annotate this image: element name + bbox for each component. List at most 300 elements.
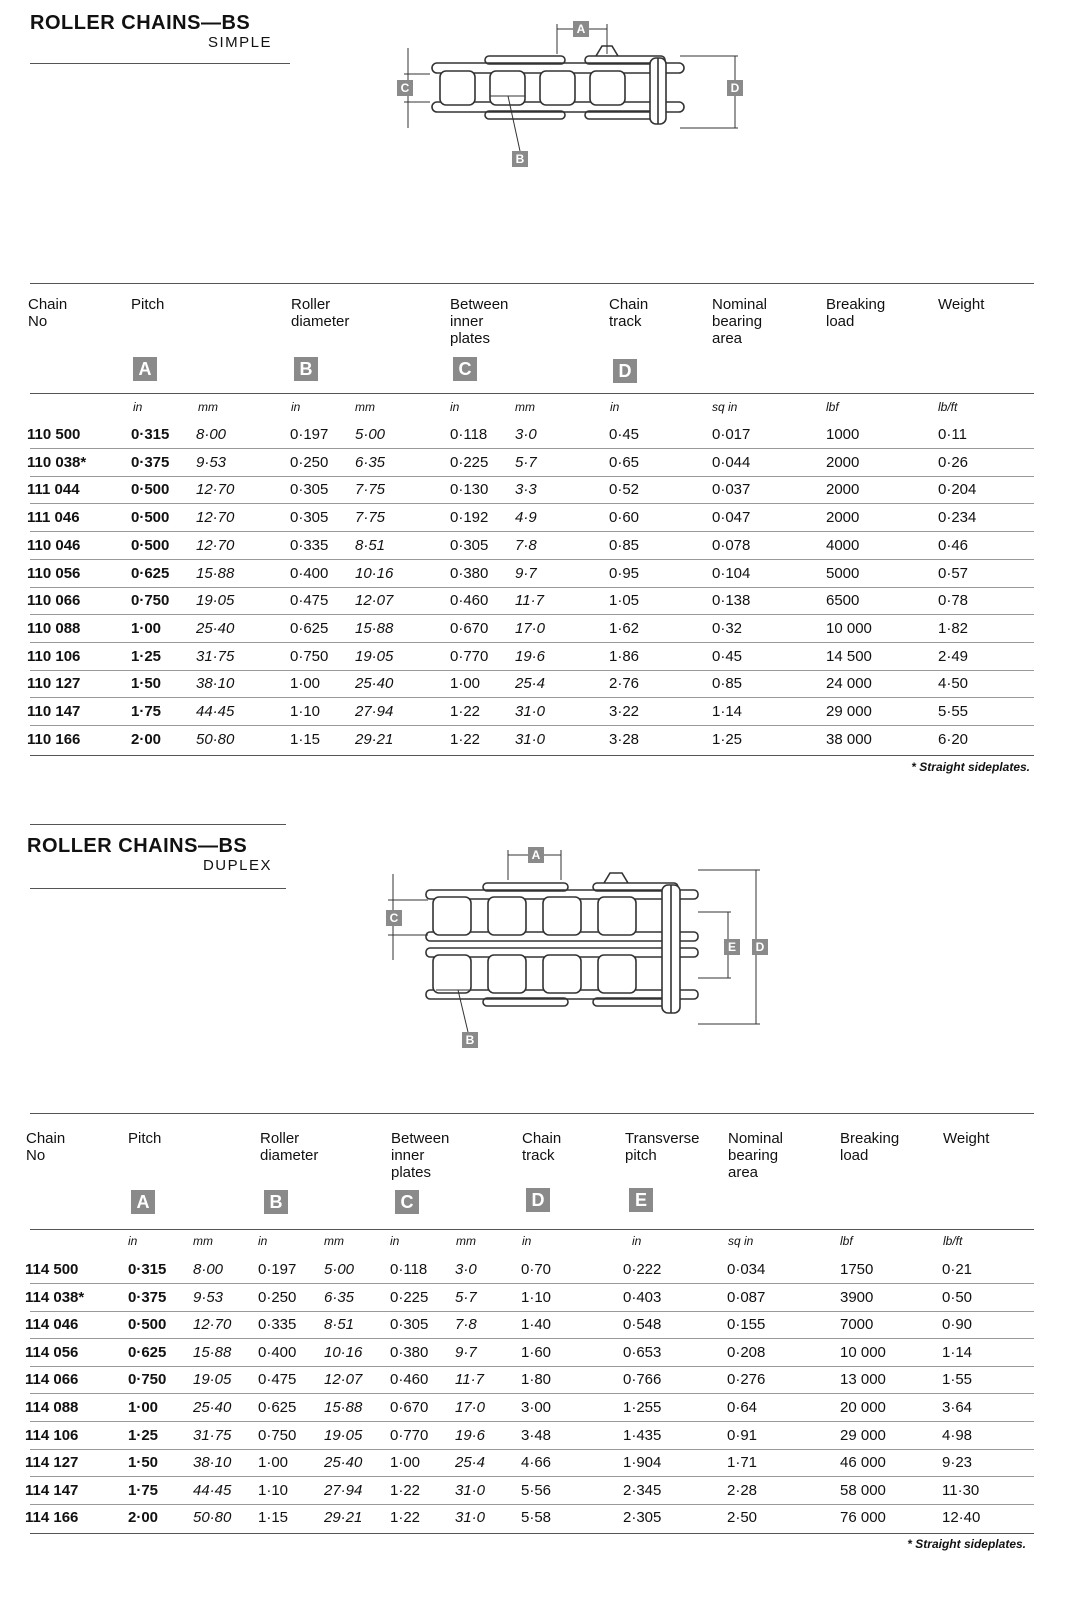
header-weight: Weight <box>938 296 985 313</box>
row-divider <box>30 448 1034 449</box>
cell-bmm: 17·0 <box>455 1399 486 1416</box>
cell-rin: 1·00 <box>290 675 321 693</box>
cell-area: 0·64 <box>727 1399 758 1416</box>
cell-pmm: 38·10 <box>193 1454 232 1472</box>
unit-track: in <box>610 400 620 414</box>
cell-track: 1·10 <box>521 1288 552 1306</box>
row-divider <box>30 1449 1034 1450</box>
cell-area: 0·047 <box>712 509 751 527</box>
cell-pin: 0·500 <box>131 481 170 499</box>
cell-load: 2000 <box>826 453 860 471</box>
duplex-header-nominal-bearing-area: Nominal bearing area <box>728 1130 784 1181</box>
cell-load: 29 000 <box>840 1426 886 1444</box>
cell-rmm: 8·51 <box>355 536 386 554</box>
cell-rin: 0·750 <box>258 1426 297 1444</box>
cell-rin: 0·197 <box>290 426 329 443</box>
row-divider <box>30 642 1034 643</box>
cell-track: 1·80 <box>521 1371 552 1389</box>
cell-no: 114 038* <box>25 1288 85 1306</box>
cell-load: 7000 <box>840 1316 874 1334</box>
header-breaking-load: Breaking load <box>826 296 886 330</box>
unit-between-mm: mm <box>515 400 535 414</box>
cell-load: 20 000 <box>840 1399 886 1416</box>
cell-pin: 0·750 <box>128 1371 167 1389</box>
cell-track: 0·45 <box>609 426 640 443</box>
cell-no: 110 500 <box>27 426 81 443</box>
cell-rmm: 15·88 <box>355 619 394 637</box>
cell-no: 110 066 <box>27 592 81 610</box>
cell-rmm: 19·05 <box>355 647 394 665</box>
cell-rin: 0·475 <box>290 592 329 610</box>
cell-rmm: 5·00 <box>355 426 386 443</box>
cell-rmm: 12·07 <box>355 592 394 610</box>
cell-load: 2000 <box>826 481 860 499</box>
cell-rin: 0·625 <box>290 619 329 637</box>
duplex-title-rule-top <box>30 824 286 825</box>
cell-pin: 0·625 <box>128 1343 167 1361</box>
cell-load: 1000 <box>826 426 860 443</box>
cell-tp: 0·766 <box>623 1371 662 1389</box>
row-divider <box>30 1311 1034 1312</box>
table-bottom-rule <box>30 755 1034 756</box>
cell-tp: 1·904 <box>623 1454 662 1472</box>
cell-weight: 3·64 <box>942 1399 973 1416</box>
cell-pmm: 9·53 <box>193 1288 224 1306</box>
cell-load: 1750 <box>840 1261 874 1278</box>
cell-weight: 0·50 <box>942 1288 973 1306</box>
cell-load: 4000 <box>826 536 860 554</box>
duplex-unit-roller-in: in <box>258 1234 268 1248</box>
cell-weight: 0·204 <box>938 481 977 499</box>
cell-rin: 0·625 <box>258 1399 297 1416</box>
duplex-diagram-label-d: D <box>755 940 765 954</box>
cell-bin: 0·460 <box>450 592 489 610</box>
cell-pmm: 50·80 <box>193 1509 232 1527</box>
cell-rin: 0·250 <box>290 453 329 471</box>
cell-no: 114 088 <box>25 1399 79 1416</box>
cell-rmm: 6·35 <box>355 453 386 471</box>
row-divider <box>30 476 1034 477</box>
row-divider <box>30 1421 1034 1422</box>
header-chain-no: Chain No <box>28 296 68 330</box>
diagram-label-b: B <box>515 152 525 166</box>
cell-rin: 0·335 <box>290 536 329 554</box>
cell-track: 0·60 <box>609 509 640 527</box>
duplex-badge-a: A <box>131 1190 155 1214</box>
cell-pin: 0·625 <box>131 564 170 582</box>
cell-rin: 1·00 <box>258 1454 289 1472</box>
cell-rin: 1·15 <box>258 1509 289 1527</box>
cell-pmm: 8·00 <box>196 426 227 443</box>
cell-bin: 0·460 <box>390 1371 429 1389</box>
cell-rmm: 10·16 <box>324 1343 363 1361</box>
cell-track: 5·58 <box>521 1509 552 1527</box>
cell-area: 0·104 <box>712 564 751 582</box>
cell-pmm: 12·70 <box>196 481 235 499</box>
header-roller-diameter: Roller diameter <box>291 296 350 330</box>
cell-no: 114 056 <box>25 1343 79 1361</box>
cell-area: 0·017 <box>712 426 751 443</box>
cell-no: 110 147 <box>27 703 81 720</box>
cell-pin: 1·25 <box>128 1426 159 1444</box>
cell-load: 10 000 <box>826 619 872 637</box>
cell-track: 3·48 <box>521 1426 552 1444</box>
duplex-badge-b: B <box>264 1190 288 1214</box>
cell-rmm: 12·07 <box>324 1371 363 1389</box>
cell-tp: 0·548 <box>623 1316 662 1334</box>
cell-bin: 1·22 <box>450 703 481 720</box>
cell-pmm: 31·75 <box>196 647 235 665</box>
badge-d: D <box>613 359 637 383</box>
unit-bearing: sq in <box>712 400 738 414</box>
cell-rmm: 10·16 <box>355 564 394 582</box>
cell-rmm: 27·94 <box>324 1481 363 1499</box>
cell-bmm: 31·0 <box>515 730 546 748</box>
header-chain-track: Chain track <box>609 296 649 330</box>
simplex-chain-diagram <box>390 16 760 176</box>
cell-weight: 0·26 <box>938 453 969 471</box>
cell-bin: 1·22 <box>390 1509 421 1527</box>
duplex-unit-transverse: in <box>632 1234 642 1248</box>
cell-area: 0·037 <box>712 481 751 499</box>
cell-rmm: 7·75 <box>355 509 386 527</box>
cell-pmm: 8·00 <box>193 1261 224 1278</box>
row-divider <box>30 1476 1034 1477</box>
cell-pmm: 31·75 <box>193 1426 232 1444</box>
duplex-diagram-label-c: C <box>389 911 399 925</box>
cell-bin: 0·305 <box>450 536 489 554</box>
duplex-unit-track: in <box>522 1234 532 1248</box>
cell-tp: 0·403 <box>623 1288 662 1306</box>
duplex-badge-e: E <box>629 1188 653 1212</box>
cell-bmm: 25·4 <box>515 675 546 693</box>
duplex-badge-d: D <box>526 1188 550 1212</box>
cell-pin: 1·50 <box>128 1454 159 1472</box>
cell-bmm: 17·0 <box>515 619 546 637</box>
cell-rmm: 15·88 <box>324 1399 363 1416</box>
cell-track: 0·85 <box>609 536 640 554</box>
cell-bmm: 31·0 <box>455 1509 486 1527</box>
table-bottom-rule <box>30 1533 1034 1534</box>
cell-bin: 0·380 <box>450 564 489 582</box>
cell-load: 2000 <box>826 509 860 527</box>
cell-pmm: 15·88 <box>193 1343 232 1361</box>
unit-weight: lb/ft <box>938 400 958 414</box>
duplex-header-rule <box>30 1229 1034 1230</box>
header-between-inner-plates: Between inner plates <box>450 296 509 347</box>
cell-load: 58 000 <box>840 1481 886 1499</box>
cell-no: 114 166 <box>25 1509 79 1527</box>
cell-weight: 0·46 <box>938 536 969 554</box>
cell-pmm: 19·05 <box>196 592 235 610</box>
cell-pin: 2·00 <box>131 730 162 748</box>
cell-weight: 1·14 <box>942 1343 973 1361</box>
cell-load: 38 000 <box>826 730 872 748</box>
cell-track: 3·22 <box>609 703 640 720</box>
cell-rin: 1·15 <box>290 730 321 748</box>
cell-track: 0·95 <box>609 564 640 582</box>
duplex-unit-bearing: sq in <box>728 1234 754 1248</box>
cell-bmm: 3·3 <box>515 481 537 499</box>
row-divider <box>30 697 1034 698</box>
cell-no: 110 127 <box>27 675 81 693</box>
duplex-unit-pitch-in: in <box>128 1234 138 1248</box>
duplex-header-between-inner-plates: Between inner plates <box>391 1130 450 1181</box>
cell-bmm: 11·7 <box>455 1371 484 1389</box>
cell-track: 4·66 <box>521 1454 552 1472</box>
cell-pin: 1·00 <box>128 1399 159 1416</box>
cell-bin: 0·380 <box>390 1343 429 1361</box>
cell-area: 0·91 <box>727 1426 758 1444</box>
cell-bmm: 19·6 <box>515 647 546 665</box>
cell-bin: 0·670 <box>450 619 489 637</box>
cell-bin: 0·118 <box>450 426 488 443</box>
cell-weight: 1·55 <box>942 1371 973 1389</box>
cell-area: 0·45 <box>712 647 743 665</box>
cell-rmm: 29·21 <box>355 730 394 748</box>
duplex-badge-c: C <box>395 1190 419 1214</box>
cell-rmm: 8·51 <box>324 1316 355 1334</box>
cell-weight: 6·20 <box>938 730 969 748</box>
cell-load: 46 000 <box>840 1454 886 1472</box>
cell-weight: 5·55 <box>938 703 969 720</box>
cell-area: 0·276 <box>727 1371 766 1389</box>
cell-weight: 0·90 <box>942 1316 973 1334</box>
cell-pin: 0·500 <box>131 536 170 554</box>
duplex-table-top-rule <box>30 1113 1034 1114</box>
duplex-footnote: * Straight sideplates. <box>907 1537 1026 1551</box>
cell-weight: 0·11 <box>938 426 967 443</box>
cell-bin: 0·225 <box>450 453 489 471</box>
row-divider <box>30 725 1034 726</box>
cell-pmm: 12·70 <box>196 509 235 527</box>
cell-track: 0·65 <box>609 453 640 471</box>
cell-rin: 0·400 <box>258 1343 297 1361</box>
row-divider <box>30 1504 1034 1505</box>
row-divider <box>30 670 1034 671</box>
duplex-unit-between-in: in <box>390 1234 400 1248</box>
row-divider <box>30 1366 1034 1367</box>
cell-weight: 12·40 <box>942 1509 981 1527</box>
cell-weight: 0·78 <box>938 592 969 610</box>
unit-pitch-in: in <box>133 400 143 414</box>
cell-pmm: 12·70 <box>196 536 235 554</box>
cell-area: 0·044 <box>712 453 751 471</box>
cell-pin: 2·00 <box>128 1509 159 1527</box>
cell-load: 6500 <box>826 592 860 610</box>
simplex-title-rule <box>30 63 290 64</box>
simplex-header-rule <box>30 393 1034 394</box>
cell-bin: 0·770 <box>390 1426 429 1444</box>
cell-rmm: 5·00 <box>324 1261 355 1278</box>
duplex-unit-breaking: lbf <box>840 1234 853 1248</box>
cell-bmm: 5·7 <box>515 453 537 471</box>
cell-bin: 0·130 <box>450 481 489 499</box>
cell-track: 0·52 <box>609 481 640 499</box>
cell-no: 114 127 <box>25 1454 79 1472</box>
duplex-header-chain-track: Chain track <box>522 1130 562 1164</box>
simplex-title: ROLLER CHAINS—BS <box>30 12 251 34</box>
duplex-unit-pitch-mm: mm <box>193 1234 213 1248</box>
cell-rin: 0·305 <box>290 509 329 527</box>
cell-bmm: 3·0 <box>515 426 537 443</box>
cell-tp: 1·435 <box>623 1426 662 1444</box>
cell-bmm: 9·7 <box>455 1343 477 1361</box>
cell-area: 2·50 <box>727 1509 758 1527</box>
cell-area: 0·078 <box>712 536 751 554</box>
cell-weight: 4·98 <box>942 1426 973 1444</box>
header-pitch: Pitch <box>131 296 165 313</box>
duplex-subtitle: DUPLEX <box>202 857 272 874</box>
cell-bmm: 31·0 <box>515 703 546 720</box>
cell-pin: 1·00 <box>131 619 162 637</box>
row-divider <box>30 1338 1034 1339</box>
cell-bin: 0·770 <box>450 647 489 665</box>
cell-pin: 0·375 <box>131 453 170 471</box>
cell-rmm: 7·75 <box>355 481 386 499</box>
row-divider <box>30 1393 1034 1394</box>
cell-load: 13 000 <box>840 1371 886 1389</box>
cell-no: 114 500 <box>25 1261 79 1278</box>
cell-weight: 2·49 <box>938 647 969 665</box>
cell-bin: 1·00 <box>390 1454 421 1472</box>
cell-bmm: 19·6 <box>455 1426 486 1444</box>
cell-pin: 0·315 <box>131 426 170 443</box>
cell-pmm: 44·45 <box>193 1481 232 1499</box>
row-divider <box>30 503 1034 504</box>
cell-rin: 0·750 <box>290 647 329 665</box>
cell-rmm: 25·40 <box>324 1454 363 1472</box>
cell-rin: 0·197 <box>258 1261 297 1278</box>
cell-area: 0·034 <box>727 1261 766 1278</box>
duplex-header-pitch: Pitch <box>128 1130 162 1147</box>
duplex-header-transverse-pitch: Transverse pitch <box>625 1130 700 1164</box>
cell-load: 3900 <box>840 1288 874 1306</box>
cell-pin: 1·75 <box>128 1481 159 1499</box>
unit-breaking: lbf <box>826 400 839 414</box>
cell-track: 1·86 <box>609 647 640 665</box>
header-nominal-bearing-area: Nominal bearing area <box>712 296 768 347</box>
unit-pitch-mm: mm <box>198 400 218 414</box>
cell-area: 0·155 <box>727 1316 766 1334</box>
cell-bin: 0·192 <box>450 509 489 527</box>
cell-weight: 4·50 <box>938 675 969 693</box>
duplex-header-chain-no: Chain No <box>26 1130 66 1164</box>
badge-a: A <box>133 357 157 381</box>
cell-tp: 0·222 <box>623 1261 662 1278</box>
cell-pmm: 9·53 <box>196 453 227 471</box>
cell-track: 1·60 <box>521 1343 552 1361</box>
cell-pin: 1·50 <box>131 675 162 693</box>
diagram-label-c: C <box>400 81 410 95</box>
cell-no: 110 106 <box>27 647 81 665</box>
cell-area: 2·28 <box>727 1481 758 1499</box>
cell-bmm: 25·4 <box>455 1454 486 1472</box>
cell-no: 110 038* <box>27 453 87 471</box>
cell-no: 110 088 <box>27 619 81 637</box>
row-divider <box>30 614 1034 615</box>
cell-area: 0·138 <box>712 592 751 610</box>
unit-roller-in: in <box>291 400 301 414</box>
badge-c: C <box>453 357 477 381</box>
cell-no: 114 066 <box>25 1371 79 1389</box>
row-divider <box>30 559 1034 560</box>
cell-load: 14 500 <box>826 647 872 665</box>
cell-rin: 1·10 <box>290 703 321 720</box>
simplex-footnote: * Straight sideplates. <box>911 760 1030 774</box>
duplex-unit-roller-mm: mm <box>324 1234 344 1248</box>
cell-no: 114 106 <box>25 1426 79 1444</box>
cell-pin: 0·750 <box>131 592 170 610</box>
cell-rmm: 29·21 <box>324 1509 363 1527</box>
cell-no: 110 166 <box>27 730 81 748</box>
cell-rin: 0·305 <box>290 481 329 499</box>
cell-rmm: 6·35 <box>324 1288 355 1306</box>
cell-rmm: 19·05 <box>324 1426 363 1444</box>
cell-area: 0·32 <box>712 619 743 637</box>
duplex-diagram-label-e: E <box>727 940 737 954</box>
cell-pin: 0·375 <box>128 1288 167 1306</box>
cell-rin: 0·475 <box>258 1371 297 1389</box>
duplex-chain-diagram <box>378 840 778 1054</box>
cell-weight: 0·234 <box>938 509 977 527</box>
cell-bmm: 9·7 <box>515 564 537 582</box>
duplex-header-weight: Weight <box>943 1130 990 1147</box>
cell-pmm: 19·05 <box>193 1371 232 1389</box>
cell-area: 1·14 <box>712 703 743 720</box>
cell-bmm: 7·8 <box>455 1316 477 1334</box>
cell-track: 0·70 <box>521 1261 552 1278</box>
cell-pin: 1·25 <box>131 647 162 665</box>
cell-area: 0·208 <box>727 1343 766 1361</box>
badge-b: B <box>294 357 318 381</box>
cell-rin: 0·250 <box>258 1288 297 1306</box>
cell-bin: 1·00 <box>450 675 481 693</box>
cell-bmm: 7·8 <box>515 536 537 554</box>
cell-pmm: 38·10 <box>196 675 235 693</box>
simplex-subtitle: SIMPLE <box>207 34 272 51</box>
cell-rin: 1·10 <box>258 1481 289 1499</box>
cell-pin: 0·500 <box>128 1316 167 1334</box>
unit-roller-mm: mm <box>355 400 375 414</box>
cell-pmm: 25·40 <box>193 1399 232 1416</box>
cell-weight: 0·57 <box>938 564 969 582</box>
cell-rin: 0·335 <box>258 1316 297 1334</box>
cell-bmm: 5·7 <box>455 1288 477 1306</box>
cell-bin: 0·225 <box>390 1288 429 1306</box>
cell-area: 0·85 <box>712 675 743 693</box>
cell-weight: 9·23 <box>942 1454 973 1472</box>
cell-no: 111 046 <box>27 509 80 527</box>
cell-load: 29 000 <box>826 703 872 720</box>
duplex-diagram-label-b: B <box>465 1033 475 1047</box>
cell-bin: 0·305 <box>390 1316 429 1334</box>
cell-load: 5000 <box>826 564 860 582</box>
cell-area: 1·71 <box>727 1454 758 1472</box>
diagram-label-d: D <box>730 81 740 95</box>
cell-tp: 0·653 <box>623 1343 662 1361</box>
cell-no: 114 046 <box>25 1316 79 1334</box>
cell-tp: 2·305 <box>623 1509 662 1527</box>
diagram-label-a: A <box>576 22 586 36</box>
cell-load: 76 000 <box>840 1509 886 1527</box>
cell-no: 111 044 <box>27 481 80 499</box>
duplex-unit-weight: lb/ft <box>943 1234 963 1248</box>
cell-bin: 0·118 <box>390 1261 428 1278</box>
row-divider <box>30 1283 1034 1284</box>
cell-pmm: 44·45 <box>196 703 235 720</box>
cell-track: 1·62 <box>609 619 640 637</box>
